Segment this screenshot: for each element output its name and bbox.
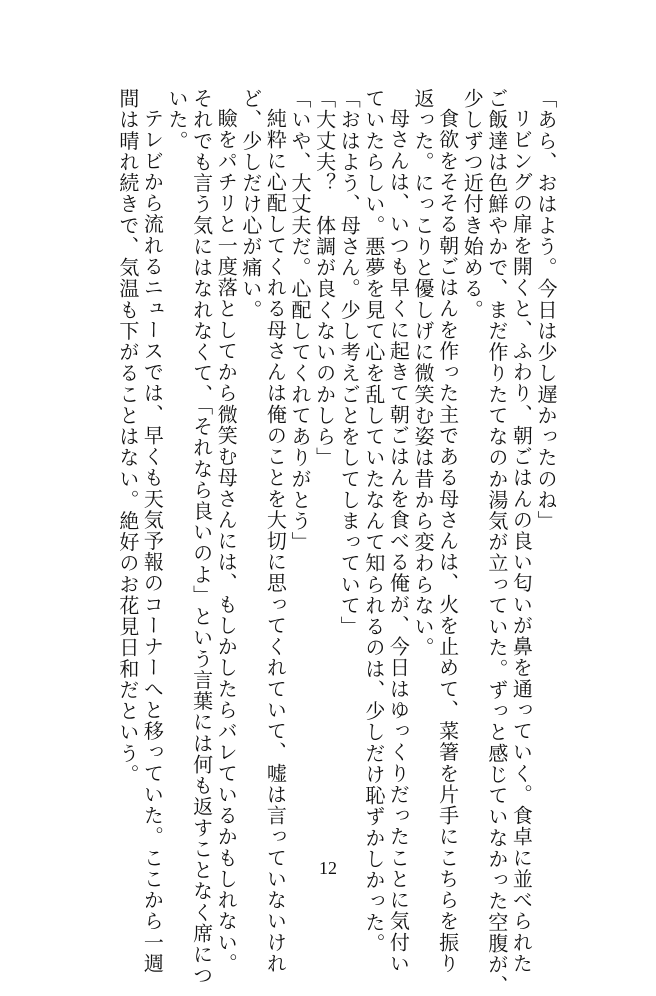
text-line: テレビから流れるニュースでは、早くも天気予報のコーナーへと移っていた。ここから一週 [140, 108, 165, 974]
text-line: 「いや、大丈夫だ。心配してくれてありがとう」 [288, 88, 312, 553]
text-line: 純粋に心配してくれる母さんは俺のことを大切に思ってくれていて、嘘は言っていないけれ [263, 108, 288, 974]
text-line: 瞼をパチリと一度落としてから微笑む母さんには、もしかしたらバレているかもしれない。 [214, 108, 239, 974]
text-line: 母さんは、いつも早くに起きて朝ごはんを食べる俺が、今日はゆっくりだったことに気付い [386, 108, 411, 974]
text-line: ご飯達は色鮮やかで、まだ作りたてなのか湯気が立っていた。ずっと感じていなかった空腹が、 [484, 88, 509, 996]
text-line: 「大丈夫？ 体調が良くないのかしら」 [312, 88, 337, 469]
text-line: リビングの扉を開くと、ふわり、朝ごはんの良い匂いが鼻を通っていく。食卓に並べられた [509, 108, 534, 974]
text-line: いた。 [165, 88, 189, 152]
text-line: 「おはよう、母さん。少し考えごとをしてしまっていて」 [337, 88, 362, 638]
text-line: ていたらしい。悪夢を見て心を乱していたなんて知られるのは、少しだけ恥ずかしかった。 [361, 88, 386, 954]
text-line: ど、少しだけ心が痛い。 [238, 88, 263, 321]
text-line: 返った。にっこりと優しげに微笑む姿は昔から変わらない。 [411, 88, 435, 659]
page-number: 12 [319, 858, 337, 878]
text-line: 食欲をそそる朝ごはんを作った主である母さんは、火を止めて、菜箸を片手にこちらを振り [435, 108, 460, 974]
text-line: 間は晴れ続きで、気温も下がることはない。絶好のお花見日和だという。 [115, 88, 140, 785]
text-line: 少しずつ近付き始める。 [460, 88, 485, 321]
text-line: 「あら、おはよう。今日は少し遅かったのね」 [534, 88, 558, 532]
text-line: それでも言う気にはなれなくて、「それなら良いのよ」という言葉には何も返すことなく席につ [189, 88, 214, 987]
